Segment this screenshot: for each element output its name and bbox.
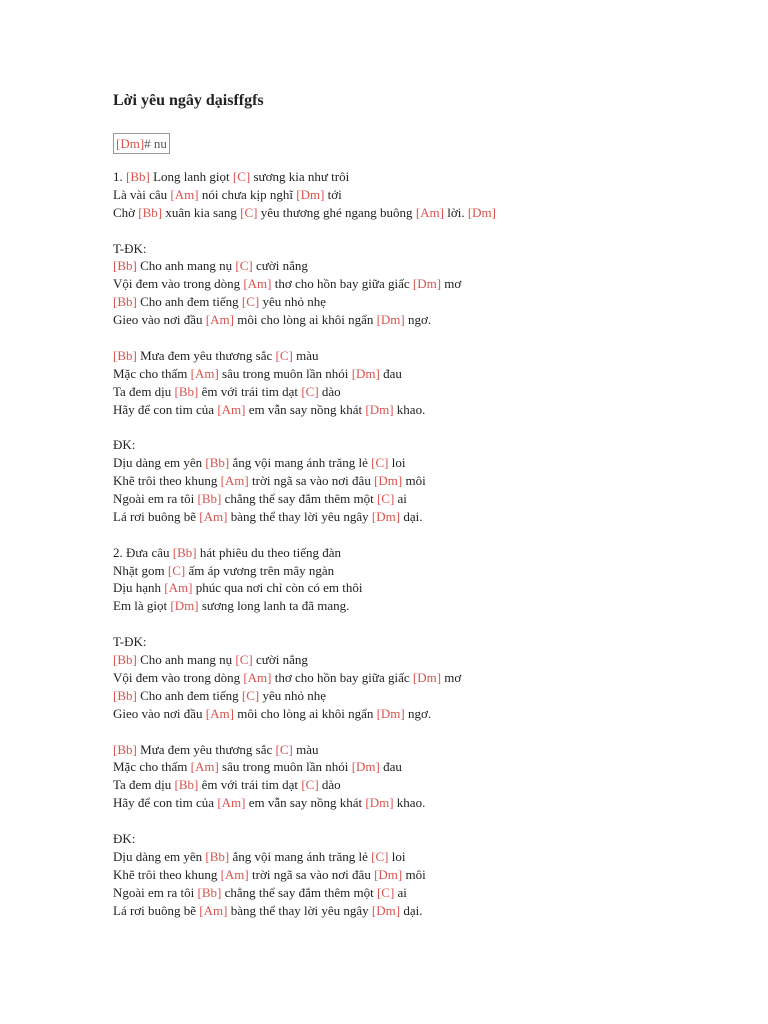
lyric-line: [113, 240, 753, 258]
lyric-text: êm với trái tim dạt: [198, 777, 302, 793]
chord-label: [Dm]: [376, 705, 405, 721]
lyric-text: đau: [379, 365, 402, 381]
chord-label: [Am]: [220, 473, 249, 489]
lyric-text: Dịu dàng em yên: [113, 455, 206, 471]
chord-label: [Bb]: [205, 455, 230, 471]
lyric-line: [113, 687, 753, 705]
lyric-text: ngơ.: [404, 312, 432, 328]
lyric-text: T-ĐK:: [113, 634, 147, 650]
lyric-text: cười nắng: [252, 258, 308, 274]
lyric-text: mơ: [441, 276, 462, 292]
lyric-text: 2. Đưa câu: [113, 544, 173, 560]
lyric-text: yêu nhỏ nhẹ: [259, 294, 327, 310]
lyric-text: Long lanh giọt: [149, 169, 233, 184]
lyric-text: Gieo vào nơi đầu: [113, 705, 206, 721]
chord-label: [C]: [376, 884, 395, 900]
lyric-line: [113, 186, 753, 204]
lyric-text: Hãy để con tim của: [113, 401, 218, 417]
lyric-text: sương kia như trôi: [250, 169, 350, 184]
lyric-text: em vẫn say nồng khát: [245, 401, 366, 417]
lyric-text: màu: [292, 347, 319, 363]
lyric-line: [113, 204, 753, 222]
lyric-text: thơ cho hồn bay giữa giấc: [271, 669, 413, 685]
chord-label: [Bb]: [113, 258, 137, 274]
lyric-text: ai: [394, 491, 407, 507]
lyric-text: Dịu hạnh: [113, 580, 165, 596]
chord-label: [Am]: [415, 204, 444, 220]
lyric-line: [113, 848, 753, 866]
lyric-line: [113, 544, 753, 562]
chord-label: [Am]: [243, 276, 272, 292]
blank-line: [113, 418, 753, 436]
chord-label: [Dm]: [116, 136, 145, 151]
lyric-line: [113, 293, 753, 311]
lyric-text: ắng vội mang ánh trăng lẻ: [229, 848, 372, 864]
chord-label: [Bb]: [113, 687, 137, 703]
lyric-text: Chờ: [113, 204, 139, 220]
lyric-text: Lá rơi buông bẽ: [113, 508, 200, 524]
lyric-text: môi cho lòng ai khôi ngẩn: [233, 312, 377, 328]
lyric-text: Cho anh mang nụ: [136, 258, 236, 274]
chord-label: [Dm]: [371, 508, 401, 524]
chord-label: [Bb]: [197, 884, 222, 900]
lyric-text: môi cho lòng ai khôi ngẩn: [233, 705, 377, 721]
lyric-text: loi: [388, 848, 406, 864]
lyric-text: Vội đem vào trong dòng: [113, 669, 244, 685]
chord-label: [Bb]: [174, 383, 199, 399]
lyric-text: Em là giọt: [113, 598, 171, 614]
chord-label: [C]: [275, 347, 293, 363]
chord-label: [Am]: [205, 705, 234, 721]
chord-label: [C]: [240, 204, 258, 220]
lyric-text: Ngoài em ra tôi: [113, 884, 198, 900]
lyric-line: [113, 562, 753, 580]
lyric-text: môi: [402, 866, 426, 882]
chord-label: [C]: [301, 383, 319, 399]
lyrics-body: [113, 168, 753, 919]
lyric-text: tới: [324, 186, 342, 202]
chord-label: [Am]: [199, 508, 228, 524]
lyric-text: loi: [388, 455, 406, 471]
lyric-line: [113, 454, 753, 472]
chord-label: [Am]: [220, 866, 249, 882]
lyric-text: sâu trong muôn lần nhói: [218, 365, 352, 381]
lyric-text: dào: [318, 777, 341, 793]
chord-label: [Dm]: [371, 902, 401, 918]
lyric-text: hát phiêu du theo tiếng đàn: [196, 544, 342, 560]
lyric-line: [113, 651, 753, 669]
lyric-text: dại.: [400, 508, 423, 524]
lyric-line: [113, 490, 753, 508]
lyric-text: cười nắng: [252, 652, 308, 668]
lyric-text: mơ: [441, 669, 462, 685]
lyric-text: ĐK:: [113, 830, 136, 846]
lyric-text: yêu thương ghé ngang buông: [257, 204, 416, 220]
lyric-line: [113, 168, 753, 186]
lyric-text: chẳng thể say đắm thêm một: [221, 491, 377, 507]
chord-label: [Am]: [217, 401, 246, 417]
lyric-line: [113, 401, 753, 419]
lyric-text: ĐK:: [113, 437, 136, 453]
chord-label: [C]: [275, 741, 293, 757]
lyric-text: T-ĐK:: [113, 240, 147, 256]
lyric-text: Khẽ trôi theo khung: [113, 866, 221, 882]
lyric-text: 1.: [113, 169, 126, 184]
chord-label: [C]: [241, 687, 260, 703]
lyric-text: màu: [292, 741, 319, 757]
chord-label: [C]: [376, 491, 395, 507]
lyric-text: xuân kia sang: [162, 204, 241, 220]
lyric-text: Nhặt gom: [113, 562, 168, 578]
blank-line: [113, 812, 753, 830]
lyric-line: [113, 579, 753, 597]
lyric-line: [113, 741, 753, 759]
chord-label: [Bb]: [126, 169, 150, 184]
lyric-text: Mặc cho thấm: [113, 759, 191, 775]
blank-line: [113, 615, 753, 633]
lyric-text: sương long lanh ta đã mang.: [198, 598, 350, 614]
chord-label: [Am]: [205, 312, 234, 328]
lyric-text: Cho anh mang nụ: [136, 652, 236, 668]
lyric-text: thơ cho hồn bay giữa giấc: [271, 276, 413, 292]
lyric-text: êm với trái tim dạt: [198, 383, 302, 399]
lyric-line: [113, 705, 753, 723]
lyric-text: Khẽ trôi theo khung: [113, 473, 221, 489]
chord-label: [Am]: [217, 795, 246, 811]
lyric-text: Mưa đem yêu thương sắc: [136, 741, 276, 757]
lyric-text: Là vài câu: [113, 186, 171, 202]
lyric-text: ai: [394, 884, 407, 900]
chord-label: [Bb]: [113, 741, 137, 757]
lyric-text: bàng thể thay lời yêu ngây: [227, 508, 372, 524]
blank-line: [113, 222, 753, 240]
chord-label: [C]: [241, 294, 260, 310]
lyric-text: ngơ.: [404, 705, 432, 721]
lyric-text: khao.: [393, 795, 426, 811]
lyric-line: [113, 365, 753, 383]
lyric-text: Gieo vào nơi đầu: [113, 312, 206, 328]
lyric-text: đau: [379, 759, 402, 775]
chord-label: [Am]: [243, 669, 272, 685]
lyric-line: [113, 347, 753, 365]
chord-label: [Bb]: [174, 777, 199, 793]
lyric-text: sâu trong muôn lần nhói: [218, 759, 352, 775]
lyric-text: Mặc cho thấm: [113, 365, 191, 381]
chord-label: [Dm]: [365, 795, 394, 811]
lyric-text: nói chưa kịp nghĩ: [198, 186, 297, 202]
lyric-line: [113, 508, 753, 526]
lyric-text: yêu nhỏ nhẹ: [259, 687, 327, 703]
lyric-text: Vội đem vào trong dòng: [113, 276, 244, 292]
lyric-text: chẳng thể say đắm thêm một: [221, 884, 377, 900]
lyric-line: [113, 776, 753, 794]
chord-label: [Dm]: [170, 598, 199, 614]
lyric-text: Ta đem dịu: [113, 383, 175, 399]
lyric-text: Ngoài em ra tôi: [113, 491, 198, 507]
lyric-text: Cho anh đem tiếng: [136, 687, 242, 703]
lyric-text: Ta đem dịu: [113, 777, 175, 793]
lyric-line: [113, 472, 753, 490]
lyric-line: [113, 794, 753, 812]
chord-label: [Am]: [164, 580, 193, 596]
lyric-text: em vẫn say nồng khát: [245, 795, 366, 811]
chord-label: [C]: [235, 652, 253, 668]
chord-label: [Dm]: [467, 204, 497, 220]
chord-label: [C]: [167, 562, 186, 578]
lyric-text: bàng thể thay lời yêu ngây: [227, 902, 372, 918]
chord-label: [Dm]: [412, 669, 442, 685]
lyric-text: Lá rơi buông bẽ: [113, 902, 200, 918]
chord-label: [Dm]: [374, 866, 403, 882]
blank-line: [113, 329, 753, 347]
chord-label: [C]: [301, 777, 319, 793]
lyric-line: [113, 830, 753, 848]
page-title: Lời yêu ngây dạisffgfs: [113, 92, 264, 109]
chord-label: [Dm]: [351, 365, 380, 381]
chord-label: [Bb]: [172, 544, 197, 560]
chord-label: [Am]: [190, 759, 219, 775]
lyric-text: khao.: [393, 401, 426, 417]
chord-label: [C]: [371, 455, 389, 471]
lyric-text: dào: [318, 383, 341, 399]
lyric-text: Hãy để con tim của: [113, 795, 218, 811]
lyric-line: [113, 902, 753, 920]
chord-label: [Bb]: [113, 347, 137, 363]
chord-label: [C]: [235, 258, 253, 274]
lyric-text: Cho anh đem tiếng: [136, 294, 242, 310]
chord-label: [Dm]: [296, 186, 325, 202]
chord-label: [C]: [232, 169, 251, 184]
lyric-line: [113, 597, 753, 615]
lyric-line: [113, 633, 753, 651]
chord-label: [Dm]: [351, 759, 380, 775]
lyric-line: [113, 758, 753, 776]
lyric-text: # nu: [144, 136, 167, 151]
chord-label: [Am]: [170, 186, 199, 202]
lyric-line: [113, 275, 753, 293]
lyric-text: môi: [402, 473, 426, 489]
lyric-line: [113, 866, 753, 884]
lyric-text: lời.: [443, 204, 468, 220]
lyric-line: [113, 311, 753, 329]
lyric-line: [113, 436, 753, 454]
chord-label: [Dm]: [374, 473, 403, 489]
chord-label: [Bb]: [138, 204, 163, 220]
blank-line: [113, 526, 753, 544]
chord-label: [Dm]: [412, 276, 442, 292]
lyric-text: dại.: [400, 902, 423, 918]
chord-label: [Bb]: [113, 652, 137, 668]
lyric-text: ắng vội mang ánh trăng lẻ: [229, 455, 372, 471]
chord-label: [Am]: [190, 365, 219, 381]
lyric-text: Dịu dàng em yên: [113, 848, 206, 864]
lyric-line: [113, 884, 753, 902]
chord-label: [C]: [371, 848, 389, 864]
lyric-text: trời ngã sa vào nơi đâu: [248, 473, 375, 489]
intro-box: [113, 133, 170, 154]
lyric-text: trời ngã sa vào nơi đâu: [248, 866, 375, 882]
lyric-line: [113, 669, 753, 687]
chord-label: [Dm]: [376, 312, 405, 328]
chord-label: [Am]: [199, 902, 228, 918]
blank-line: [113, 723, 753, 741]
lyric-line: [113, 383, 753, 401]
chord-label: [Bb]: [205, 848, 230, 864]
lyric-text: Mưa đem yêu thương sắc: [136, 347, 276, 363]
chord-label: [Dm]: [365, 401, 394, 417]
lyric-text: phúc qua nơi chỉ còn có em thôi: [192, 580, 363, 596]
lyric-text: ấm áp vương trên mây ngàn: [185, 562, 335, 578]
lyric-line: [113, 257, 753, 275]
chord-label: [Bb]: [197, 491, 222, 507]
chord-label: [Bb]: [113, 294, 137, 310]
